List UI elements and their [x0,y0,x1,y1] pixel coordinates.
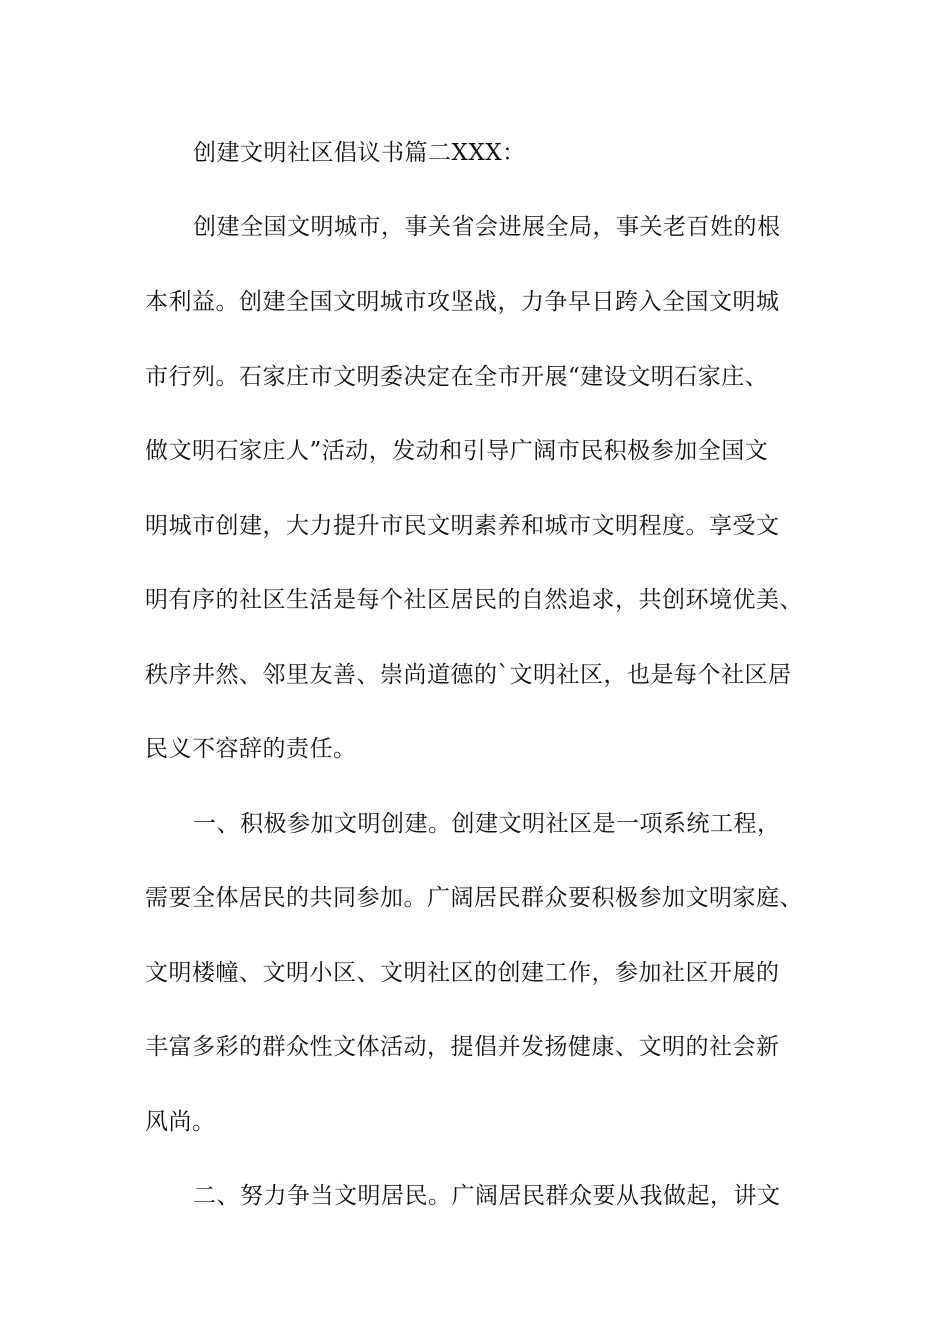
paragraph-line: 风尚。 [145,1109,216,1135]
paragraph-line: 做文明石家庄人”活动，发动和引导广阔市民积极参加全国文 [145,438,769,464]
paragraph-line: 明有序的社区生活是每个社区居民的自然追求，共创环境优美、 [145,587,803,613]
paragraph-line: 丰富多彩的群众性文体活动，提倡并发扬健康、文明的社会新 [145,1034,780,1060]
paragraph-line: 二、努力争当文明居民。广阔居民群众要从我做起，讲文 [193,1183,781,1209]
paragraph-line: 文明楼幢、文明小区、文明社区的创建工作，参加社区开展的 [145,960,780,986]
paragraph-line: 本利益。创建全国文明城市攻坚战，力争早日跨入全国文明城 [145,289,780,315]
paragraph-line: 明城市创建，大力提升市民文明素养和城市文明程度。享受文 [145,513,780,539]
paragraph-line: 一、积极参加文明创建。创建文明社区是一项系统工程， [193,811,781,837]
paragraph-line: 需要全体居民的共同参加。广阔居民群众要积极参加文明家庭、 [145,885,803,911]
paragraph-line: 市行列。石家庄市文明委决定在全市开展“建设文明石家庄、 [145,364,769,390]
paragraph-line: 创建全国文明城市，事关省会进展全局，事关老百姓的根 [193,214,781,240]
paragraph-line: 秩序井然、邻里友善、崇尚道德的`文明社区，也是每个社区居 [145,662,792,688]
paragraph-line: 民义不容辞的责任。 [145,736,357,762]
document-heading: 创建文明社区倡议书篇二XXX： [193,140,526,166]
